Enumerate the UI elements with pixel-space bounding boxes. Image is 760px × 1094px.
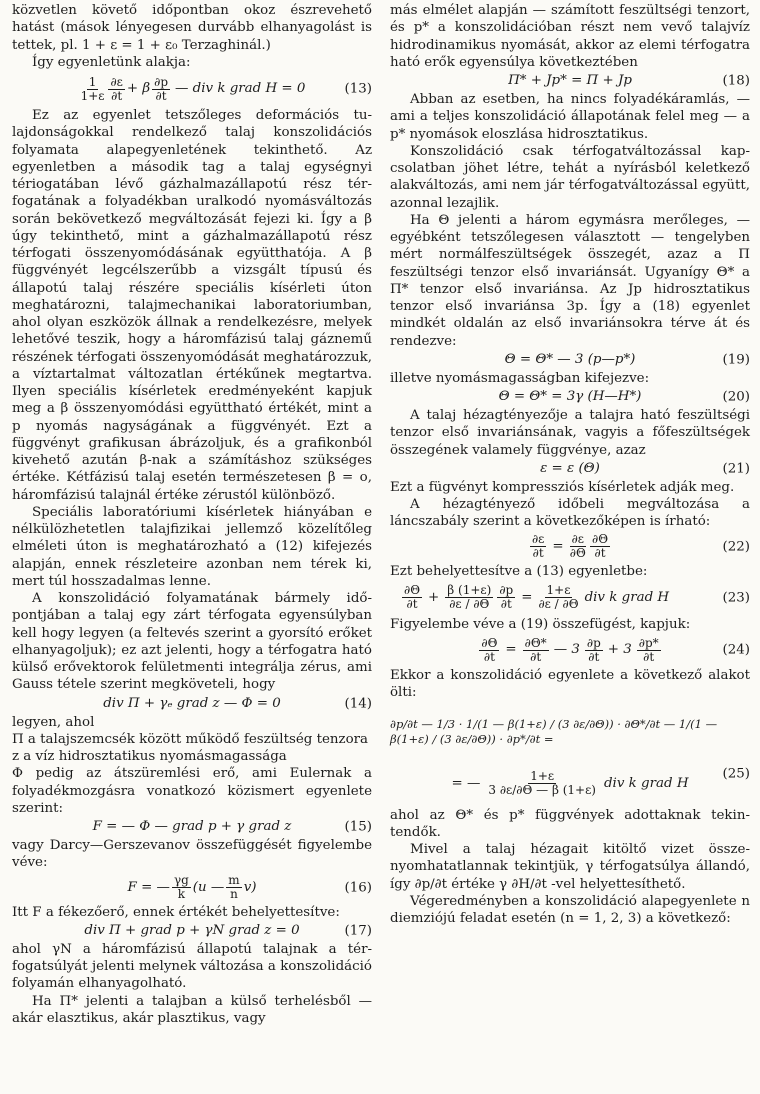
equation-number: (25) (722, 766, 750, 782)
equation-number: (14) (344, 695, 372, 711)
equation-body: F = — Φ — grad p + γ grad z (92, 819, 292, 835)
equation-body: Θ = Θ* = 3γ (H—H*) (498, 389, 642, 405)
fraction-numerator: ∂Θ* (524, 635, 547, 650)
equation-term: div k grad H (603, 775, 689, 791)
fraction-numerator: ∂p (154, 74, 168, 89)
equation-number: (23) (722, 590, 750, 606)
fraction-denominator: 1+ε (80, 88, 105, 103)
fraction-denominator: ∂t (500, 597, 512, 612)
paragraph: legyen, ahol (12, 714, 95, 730)
equation-body: Θ = Θ* — 3 (p—p*) (504, 352, 636, 368)
equation-13 (12, 72, 372, 106)
paragraph: Ha Θ jelenti a három egymásra merőleges, — egyébként tetszőlegesen választott — tengelyben mért normálfeszültségek összegét, azaz a Π feszültségi tenzor első invariánsát. Ugyanígy Θ* a Π* tenzor első invariánsa. Az Jp hidrosztatikus tenzor első invariánsa 3p. Így a (18) egyenlet mindkét oldalán az első invariánsokra térve át és rendezve: (390, 212, 750, 349)
equation-25-line1 (390, 703, 750, 761)
equation-number: (24) (722, 642, 750, 658)
fraction-numerator: ∂p (586, 635, 601, 650)
equation-23: $\frac{\partial\Theta}{\partial t}$ + $\frac{\beta (1+\varepsilon)}{\partial\varepsilon / \partial\Theta}$ $\frac{\partial p}{\partial t}$ = $\frac{1+\varepsilon}{\partial\varepsilon / \partial\Theta}$ div k grad H (23) (404, 583, 750, 612)
definition-item: z a víz hidrosztatikus nyomásmagassága (12, 749, 287, 764)
fraction-denominator: ∂t (111, 88, 123, 103)
paragraph: közvetlen követő időpontban okoz észrevehető hatást (mások lényegesen durvább elhanyagolást is tettek, pl. 1 + ε = 1 + ε₀ Terzaghinál.) (12, 3, 372, 53)
equation-22: $\frac{\partial\varepsilon}{\partial t}$ = $\frac{\partial\varepsilon}{\partial\Theta}$ $\frac{\partial\Theta}{\partial t}$ (22) (531, 532, 750, 560)
fraction-denominator: ∂Θ (569, 546, 586, 560)
paragraph: Ha Π* jelenti a talajban a külső terhelésből — akár elasztikus, akár plasztikus, vagy (12, 993, 372, 1026)
paragraph: ahol az Θ* és p* függvények adottaknak tekintendők. (390, 807, 750, 840)
equation-body: Π* + Jp* = Π + Jp (508, 73, 632, 89)
paragraph: Ez az egyenlet tetszőleges deformációs tulajdonságokkal rendelkező talaj konszolidációs folyamata alapegyenletének tekinthető. Az egyenletben a második tag a talaj egységnyi tériogatában lévő gázhalmazállapotú rész térfogatának a folyadékban uralkodó nyomásváltozás során bekövetkező megváltozását fejezi ki. Így a β úgy tekinthető, mint a gázhalmazállapotú rész térfogati összenyomódásának együtthatója. A β függvényét legcélszerűbb a vizsgált típusú és állapotú talaj részére speciális kísérleti úton meghatározni, talajmechanikai laboratoriumban, ahol olyan eszközök állnak a rendelkezésre, melyek lehetővé teszik, hogy a háromfázisú talaj gáznemű részének térfogati összenyomódását meghatározzuk, a víztartalmat változatlan értékűnek megtartva. Ilyen speciális kísérletek eredményeként kapjuk meg a β összenyomódási együttható értékét, mint a p nyomás nagyságának a függvényét. Ezt a függvényt grafikusan ábrázoljuk, és a grafikonból kivehető azután β-nak a számításhoz szükséges értéke. Kétfázisú talaj esetén természetesen β = o, háromfázisú talajnál értéke zérustól különböző. (12, 108, 372, 503)
equation-number: (22) (722, 538, 750, 554)
equation-19 (390, 351, 750, 369)
equation-18 (390, 72, 750, 90)
fraction-denominator: ∂t (588, 649, 600, 664)
definition-list (12, 731, 372, 817)
fraction-numerator: β (1+ε) (447, 583, 492, 598)
equation-term: = — (451, 775, 481, 791)
equation-term: — div k grad H = 0 (175, 81, 306, 97)
paragraph: vagy Darcy—Gerszevanov összefüggését figyelembe véve: (12, 838, 372, 871)
equation-body: div Π + γₑ grad z — Φ = 0 (103, 695, 281, 711)
fraction-denominator: k (177, 887, 185, 901)
paragraph: Mivel a talaj hézagait kitöltő vizet összenyomhatatlannak tekintjük, γ térfogatsúlya állandó, így ∂p/∂t értéke γ ∂H/∂t -vel helyettesíthető. (390, 842, 750, 892)
equation-term: + 3 (607, 642, 632, 658)
equation-number: (18) (722, 73, 750, 89)
paragraph: más elmélet alapján — számított feszültségi tenzort, és p* a konszolidációban részt nem vevő talajvíz hidrodinamikus nyomását, akkor az elemi térfogatra ható erők egyensúlya következtében (390, 3, 750, 70)
fraction-denominator: ∂t (483, 649, 495, 664)
paragraph: Speciális laboratóriumi kísérletek hiányában e nélkülözhetetlen talajfizikai jellemző közelítőleg elméleti úton is meghatározható a (12) kifejezés alapján, ennek részleteire azonban nem térek ki, mert túl hosszadalmas lenne. (12, 504, 372, 589)
fraction-numerator: ∂ε (571, 532, 585, 546)
fraction-numerator: ∂p* (638, 635, 659, 650)
fraction-denominator: ∂ε / ∂Θ (538, 597, 579, 612)
equation-term: (u — (192, 879, 225, 895)
fraction-numerator: γg (173, 873, 189, 887)
equation-17 (12, 922, 372, 940)
paragraph: illetve nyomásmagasságban kifejezve: (390, 370, 650, 386)
paragraph: Ezt behelyettesítve a (13) egyenletbe: (390, 563, 648, 579)
equation-number: (20) (722, 389, 750, 405)
fraction-denominator: ∂t (643, 649, 655, 664)
paragraph: Itt F a fékezőerő, ennek értékét behelyettesítve: (12, 904, 340, 920)
fraction-denominator: ∂t (530, 649, 542, 664)
paragraph: Végeredményben a konszolidáció alapegyenlete n diemziójú feladat esetén (n = 1, 2, 3) a következő: (390, 893, 750, 926)
fraction-denominator: ∂t (155, 88, 167, 103)
equation-number: (19) (722, 352, 750, 368)
paragraph: Így egyenletünk alakja: (32, 54, 191, 70)
definition-item: Π a talajszemcsék között működő feszültség tenzora (12, 731, 369, 747)
equation-21 (390, 460, 750, 478)
equation-24: $\frac{\partial\Theta}{\partial t}$ = $\frac{\partial\Theta*}{\partial t}$ — 3 $\frac{\partial p}{\partial t}$ + 3 $\frac{\partial p*}{\partial t}$ (24) (481, 635, 750, 664)
fraction-denominator: n (230, 887, 238, 901)
fraction-numerator: ∂Θ (481, 635, 498, 650)
equation-15 (12, 818, 372, 836)
equation-16 (12, 873, 372, 903)
right-column (390, 2, 750, 927)
paragraph: Ezt a fügvényt kompressziós kísérletek adják meg. (390, 479, 735, 495)
equation-number: (13) (344, 81, 372, 97)
equation-term: v) (243, 879, 257, 895)
equation-14 (12, 695, 372, 713)
fraction-numerator: ∂p (499, 583, 514, 598)
fraction-numerator: ∂ε (110, 74, 123, 89)
equation-25-line2 (390, 762, 750, 806)
paragraph: Figyelembe véve a (19) összefügést, kapjuk: (390, 616, 691, 632)
equation-term: F = — (127, 879, 170, 895)
fraction-numerator: 1 (88, 74, 97, 89)
paragraph: Ekkor a konszolidáció egyenlete a következő alakot ölti: (390, 668, 750, 701)
equation-number: (16) (344, 879, 372, 895)
fraction-numerator: 1+ε (546, 583, 571, 598)
definition-item: Φ pedig az átszüremlési erő, ami Eulernak a folyadékmozgásra vonatkozó közismert egyenlete szerint: (12, 766, 372, 816)
equation-number: (17) (344, 923, 372, 939)
fraction-denominator: ∂t (532, 546, 544, 560)
paragraph: A hézagtényező időbeli megváltozása a láncszabály szerint a következőképen is írható: (390, 497, 750, 530)
paragraph: A konszolidáció folyamatának bármely időpontjában a talaj egy zárt térfogata egyensúlyban kell hogy legyen (a feltevés szerint a gyorsító erőket elhanyagoljuk); ez azt jelenti, hogy a térfogatra ható külső erővektorok felületmenti integrálja zérus, ami Gauss tétele szerint megköveteli, hogy (12, 591, 372, 693)
fraction-numerator: ∂Θ (592, 532, 609, 546)
equation-number: (21) (722, 461, 750, 477)
equation-term: div k grad H (584, 590, 670, 606)
fraction-denominator: 3 ∂ε/∂Θ — β (1+ε) (488, 783, 596, 797)
fraction-numerator: m (228, 873, 240, 887)
fraction-numerator: 1+ε (530, 769, 555, 783)
equation-20 (390, 388, 750, 406)
paragraph: Konszolidáció csak térfogatváltozással kapcsolatban jöhet létre, tehát a nyírásból keletkező alakváltozás, ami nem jár térfogatváltozással együtt, azonnal lezajlik. (390, 143, 750, 211)
equation-body: ∂p/∂t — 1/3 · 1/(1 — β(1+ε) / (3 ∂ε/∂Θ)) · ∂Θ*/∂t — 1/(1 — β(1+ε) / (3 ∂ε/∂Θ)) · ∂p*/∂t = (390, 716, 718, 746)
equation-number: (15) (344, 819, 372, 835)
equation-body: ε = ε (Θ) (540, 461, 600, 477)
left-column (12, 2, 372, 1027)
equation-term: — 3 (553, 642, 580, 658)
equation-term: + β (126, 81, 151, 97)
fraction-numerator: ∂Θ (404, 583, 421, 598)
paragraph: A talaj hézagtényezője a talajra ható feszültségi tenzor első invariánsának, vagyis a főfeszültségek összegének valamely függvénye, azaz (390, 408, 750, 458)
paragraph: ahol γN a háromfázisú állapotú talajnak a térfogatsúlyát jelenti melynek változása a konszolidáció folyamán elhanyagolható. (12, 941, 372, 992)
fraction-numerator: ∂ε (531, 532, 545, 546)
fraction-denominator: ∂ε / ∂Θ (449, 597, 490, 612)
fraction-denominator: ∂t (406, 597, 418, 612)
paragraph: Abban az esetben, ha nincs folyadékáramlás, — ami a teljes konszolidáció állapotának felel meg — a p* nyomások eloszlása hidrosztatikus. (390, 92, 750, 142)
equation-body: div Π + grad p + γN grad z = 0 (84, 923, 300, 939)
fraction-denominator: ∂t (594, 546, 606, 560)
